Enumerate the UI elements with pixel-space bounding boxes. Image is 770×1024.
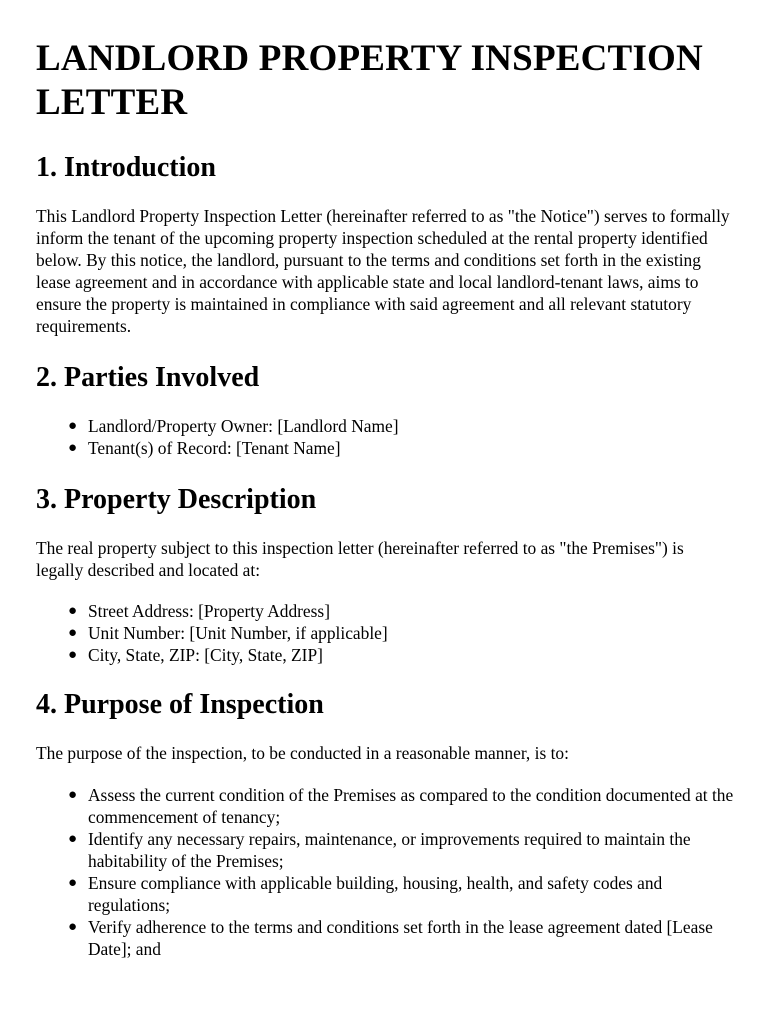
list-item: ● Verify adherence to the terms and conditions set forth in the lease agreement dated [Lease Date]; and <box>68 917 713 959</box>
bullet-icon: ● <box>68 603 78 619</box>
purpose-paragraph: The purpose of the inspection, to be conducted in a reasonable manner, is to: <box>36 743 569 763</box>
list-item: ● Ensure compliance with applicable building, housing, health, and safety codes and regulations; <box>68 873 663 915</box>
bullet-icon: ● <box>68 831 78 847</box>
list-item: ● Landlord/Property Owner: [Landlord Name] <box>68 416 399 436</box>
document-title: LANDLORD PROPERTY INSPECTION LETTER <box>36 38 703 123</box>
section-heading-property-description: 3. Property Description <box>36 484 317 515</box>
list-item: ● Street Address: [Property Address] <box>68 601 330 621</box>
bullet-icon: ● <box>68 919 78 935</box>
bullet-icon: ● <box>68 625 78 641</box>
bullet-icon: ● <box>68 647 78 663</box>
property-description-paragraph: The real property subject to this inspection letter (hereinafter referred to as "the Premises") is legally described and located at: <box>36 538 684 580</box>
list-item: ● Tenant(s) of Record: [Tenant Name] <box>68 438 341 458</box>
section-heading-parties: 2. Parties Involved <box>36 362 260 393</box>
section-heading-introduction: 1. Introduction <box>36 152 216 183</box>
bullet-icon: ● <box>68 875 78 891</box>
list-item: ● Identify any necessary repairs, maintenance, or improvements required to maintain the habitability of the Premises; <box>68 829 691 871</box>
list-item: ● City, State, ZIP: [City, State, ZIP] <box>68 645 323 665</box>
bullet-icon: ● <box>68 440 78 456</box>
introduction-paragraph: This Landlord Property Inspection Letter (hereinafter referred to as "the Notice") serves to formally inform the tenant of the upcoming property inspection scheduled at the rental property identified below. By this notice, the landlord, pursuant to the terms and conditions set forth in the existing lease agreement and in accordance with applicable state and local landlord-tenant laws, aims to ensure the property is maintained in compliance with said agreement and all relevant statutory requirements. <box>36 206 730 336</box>
property-address-list <box>36 600 734 666</box>
parties-list <box>36 415 734 459</box>
list-item: ● Unit Number: [Unit Number, if applicable] <box>68 623 388 643</box>
bullet-icon: ● <box>68 418 78 434</box>
purpose-list <box>36 784 734 960</box>
bullet-icon: ● <box>68 787 78 803</box>
section-heading-purpose: 4. Purpose of Inspection <box>36 689 324 720</box>
list-item: ● Assess the current condition of the Premises as compared to the condition documented at the commencement of tenancy; <box>68 785 734 827</box>
